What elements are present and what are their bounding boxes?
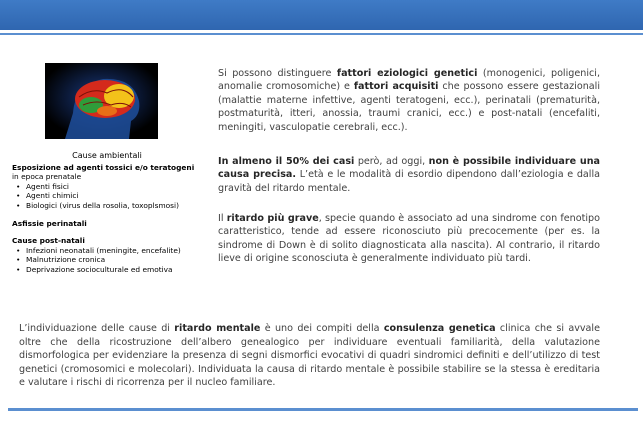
paragraph-unknown-cause: In almeno il 50% dei casi però, ad oggi, non è possibile individuare una causa precisa. L’età e le modalità di esordio dipendono dall’eziologia e dalla gravità del ritardo mentale.	[218, 156, 600, 194]
environmental-causes-panel	[12, 151, 202, 275]
exposure-subheading: in epoca prenatale	[12, 172, 82, 182]
footer-divider	[8, 408, 638, 411]
exposure-list	[12, 182, 202, 211]
paragraph-etiological-factors: Si possono distinguere fattori eziologici genetici (monogenici, poligenici, anomalie cromosomiche) e fattori acquisiti che possono essere gestazionali (malattie materne infettive, agenti teratogeni, ecc.), perinatali (prematurità, postmaturità, itteri, anossia, traumi cranici, ecc.) e post-natali (encefaliti, meningiti, vasculopatie cerebrali, ecc.).	[218, 68, 601, 133]
panel-title: Cause ambientali	[72, 151, 142, 160]
postnatal-list	[12, 246, 202, 275]
list-item: • Biologici (virus della rosolia, toxoplsmosi)	[16, 201, 202, 211]
brain-scan-image	[45, 63, 158, 139]
paragraph-genetic-counseling: L’individuazione delle cause di ritardo mentale è uno dei compiti della consulenza genetica clinica che si avvale oltre che della ricostruzione dell’albero genealogico per individuare eventuali familiarità, della valutazione dismorfologica per evidenziare la presenza di segni dismorfici evocativi di quadri sindromici definiti e dell’utilizzo di test genetici (cromosomici e molecolari). Individuata la causa di ritardo mentale è possibile stabilire se la stessa è ereditaria e valutare i rischi di ricorrenza per il nucleo familiare.	[19, 323, 601, 389]
list-item: • Infezioni neonatali (meningite, encefalite)	[16, 246, 202, 256]
header-divider	[0, 33, 643, 35]
asphyxia-heading: Asfissie perinatali	[12, 218, 87, 228]
exposure-heading: Esposizione ad agenti tossici e/o teratogeni	[12, 162, 195, 172]
paragraph-severity: Il ritardo più grave, specie quando è associato ad una sindrome con fenotipo caratteristico, tende ad essere riconosciuto più precocemente (per es. la sindrome di Down è di solito diagnosticata alla nascita). Al contrario, il ritardo lieve di origine sconosciuta è generalmente individuato più tardi.	[218, 213, 600, 265]
header-bar	[0, 0, 643, 30]
postnatal-heading: Cause post-natali	[12, 236, 85, 246]
list-item: • Agenti fisici	[16, 182, 202, 192]
list-item: • Deprivazione socioculturale ed emotiva	[16, 265, 202, 275]
list-item: • Malnutrizione cronica	[16, 255, 202, 265]
list-item: • Agenti chimici	[16, 191, 202, 201]
